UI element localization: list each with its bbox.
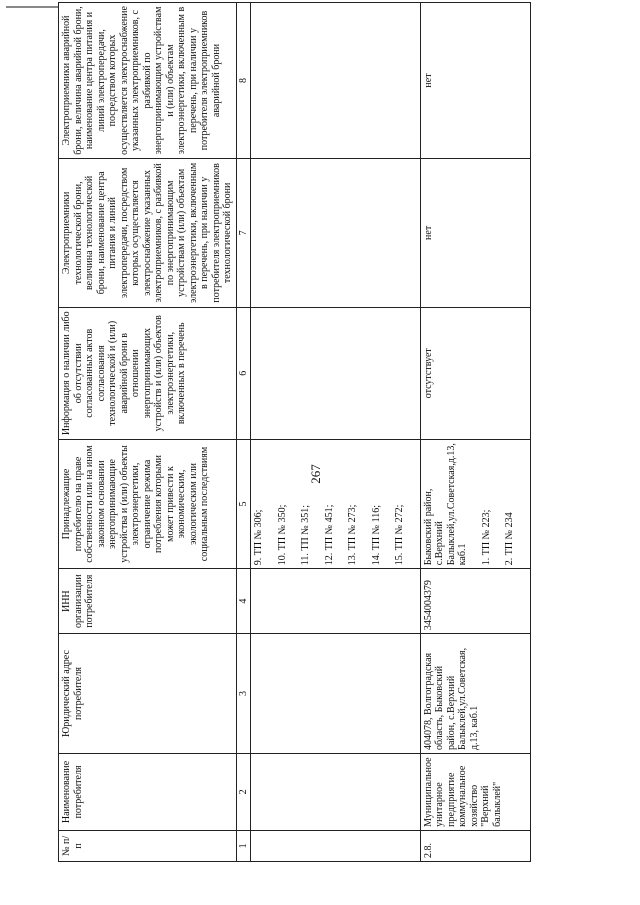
list-item: 13. ТП № 273; (347, 504, 358, 566)
consumer-objects (420, 439, 530, 569)
emergency-reserve-status: нет (420, 3, 530, 159)
list-item: 12. ТП № 451; (323, 504, 335, 566)
header-tech-reserve: Электроприемники технологической брони, величина технологической брони, наименование центра питания и линий электропередачи, посредством которых осуществляется электроснабжение указанных электроприемников, с разбивкой по энергопринимающим устройствам и (или) объектам электроэнергетики, включенным в перечень, при наличии у потребителя электроприемников технологической брони (59, 159, 237, 308)
consumer-inn: 3454004379 (420, 569, 530, 634)
objects-intro: Быковский район, с.Верхний Балыклей,ул.Советская,д.13, каб.1 (422, 443, 468, 566)
list-item: 14. ТП № 116; (370, 505, 382, 566)
list-item: 9. ТП № 306; (253, 509, 264, 566)
list-item: 1. ТП № 223; (480, 509, 492, 566)
column-number-row (236, 3, 251, 862)
col-number: 5 (236, 439, 251, 569)
header-acts: Информация о наличии либо об отсутствии согласованных актов согласования технологической и (или) аварийной брони в отношении энергопринимающих устройств и (или) объектов электроэнергетики, включенных в перечень (59, 307, 237, 439)
table-row (420, 3, 530, 862)
continued-items (251, 439, 421, 569)
header-objects: Принадлежащие потребителю на праве собственности или на ином законном основании энергопринимающие устройства и (или) объекты электроэнергетики, ограничение режима потребления которыми может привести к экономическим, экологическим или социальным последствиям (59, 439, 237, 569)
consumer-address: 404078, Волгоградская область, Быковский район, с.Верхний Балыклей,ул.Советская, д.13, каб.1 (420, 634, 530, 754)
row-number: 2.8. (420, 830, 530, 861)
acts-status: отсутствует (420, 307, 530, 439)
header-num: № п/п (59, 830, 237, 861)
list-item: 15. ТП № 272; (394, 504, 405, 566)
col-number: 3 (236, 634, 251, 754)
scan-artifact-line (6, 6, 58, 8)
tech-reserve-status: нет (420, 159, 530, 308)
list-item: 11. ТП № 351; (300, 505, 311, 566)
rotated-table-sheet (58, 2, 628, 862)
continued-row (251, 3, 421, 862)
header-row (59, 3, 237, 862)
col-number: 7 (236, 159, 251, 308)
consumer-table (58, 2, 531, 862)
col-number: 1 (236, 830, 251, 861)
header-inn: ИНН организации потребителя (59, 569, 237, 634)
list-item: 10. ТП № 350; (276, 504, 288, 566)
consumer-name: Муниципальное унитарное предприятие коммунальное хозяйство "Верхний балыклей" (420, 754, 530, 831)
header-address: Юридический адрес потребителя (59, 634, 237, 754)
header-emergency-reserve: Электроприемники аварийной брони, величина аварийной брони, наименование центра питания и линий электропередачи, посредством которых осуществляется электроснабжение указанных электроприемников, с разбивкой по энергопринимающим устройствам и (или) объектам электроэнергетики, включенным в перечень, при наличии у потребителя электроприемников аварийной брони (59, 3, 237, 159)
page-number: 267 (308, 464, 323, 484)
list-item: 2. ТП № 234 (504, 512, 515, 566)
header-name: Наименование потребителя (59, 754, 237, 831)
col-number: 8 (236, 3, 251, 159)
col-number: 6 (236, 307, 251, 439)
col-number: 2 (236, 754, 251, 831)
col-number: 4 (236, 569, 251, 634)
